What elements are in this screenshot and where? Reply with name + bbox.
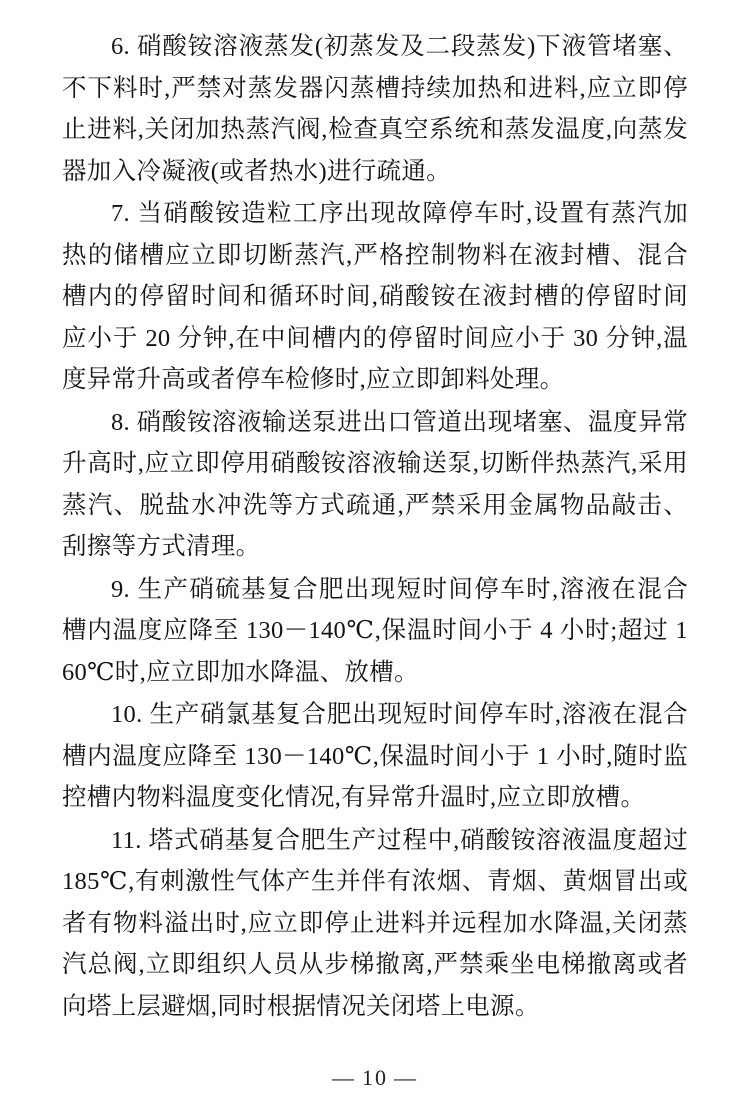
page-footer [0, 1065, 750, 1091]
page-number: 10 [362, 1065, 388, 1090]
document-body [62, 26, 688, 1109]
footer-dash-right: — [394, 1065, 418, 1090]
paragraph-6: 6. 硝酸铵溶液蒸发(初蒸发及二段蒸发)下液管堵塞、不下料时,严禁对蒸发器闪蒸槽持续加热和进料,应立即停止进料,关闭加热蒸汽阀,检查真空系统和蒸发温度,向蒸发器加入冷凝液(或者热水)进行疏通。 [62, 33, 688, 185]
footer-dash-left: — [332, 1065, 356, 1090]
paragraph-7: 7. 当硝酸铵造粒工序出现故障停车时,设置有蒸汽加热的储槽应立即切断蒸汽,严格控制物料在液封槽、混合槽内的停留时间和循环时间,硝酸铵在液封槽的停留时间应小于 20 分钟,在中间槽内的停留时间应小于 30 分钟,温度异常升高或者停车检修时,应立即卸料处理。 [62, 200, 688, 393]
paragraph-8: 8. 硝酸铵溶液输送泵进出口管道出现堵塞、温度异常升高时,应立即停用硝酸铵溶液输送泵,切断伴热蒸汽,采用蒸汽、脱盐水冲洗等方式疏通,严禁采用金属物品敲击、刮擦等方式清理。 [62, 408, 688, 560]
paragraph-9: 9. 生产硝硫基复合肥出现短时间停车时,溶液在混合槽内温度应降至 130－140℃,保温时间小于 4 小时;超过 160℃时,应立即加水降温、放槽。 [62, 575, 688, 686]
paragraph-10: 10. 生产硝氯基复合肥出现短时间停车时,溶液在混合槽内温度应降至 130－140℃,保温时间小于 1 小时,随时监控槽内物料温度变化情况,有异常升温时,应立即放槽。 [62, 701, 688, 811]
paragraph-11: 11. 塔式硝基复合肥生产过程中,硝酸铵溶液温度超过 185℃,有刺激性气体产生并伴有浓烟、青烟、黄烟冒出或者有物料溢出时,应立即停止进料并远程加水降温,关闭蒸汽总阀,立即组织人员从步梯撤离,严禁乘坐电梯撤离或者向塔上层避烟,同时根据情况关闭塔上电源。 [62, 826, 688, 1020]
